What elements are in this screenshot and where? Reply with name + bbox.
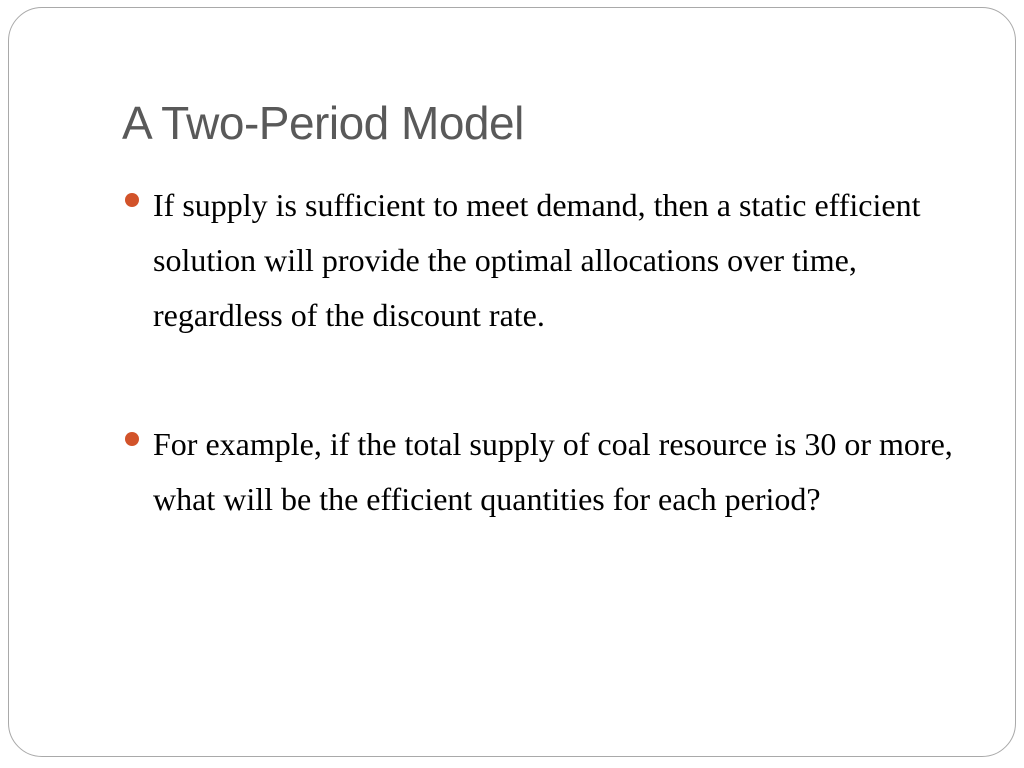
bullet-list [119, 178, 959, 527]
bullet-text: For example, if the total supply of coal resource is 30 or more, what will be the efficient quantities for each period? [153, 426, 953, 517]
bullet-item [119, 417, 959, 527]
slide-title: A Two-Period Model [122, 97, 524, 149]
bullet-dot-icon [125, 193, 139, 207]
bullet-text: If supply is sufficient to meet demand, then a static efficient solution will provide the optimal allocations over time, regardless of the discount rate. [153, 187, 921, 333]
bullet-item [119, 178, 959, 343]
bullet-dot-icon [125, 432, 139, 446]
slide [8, 7, 1016, 757]
